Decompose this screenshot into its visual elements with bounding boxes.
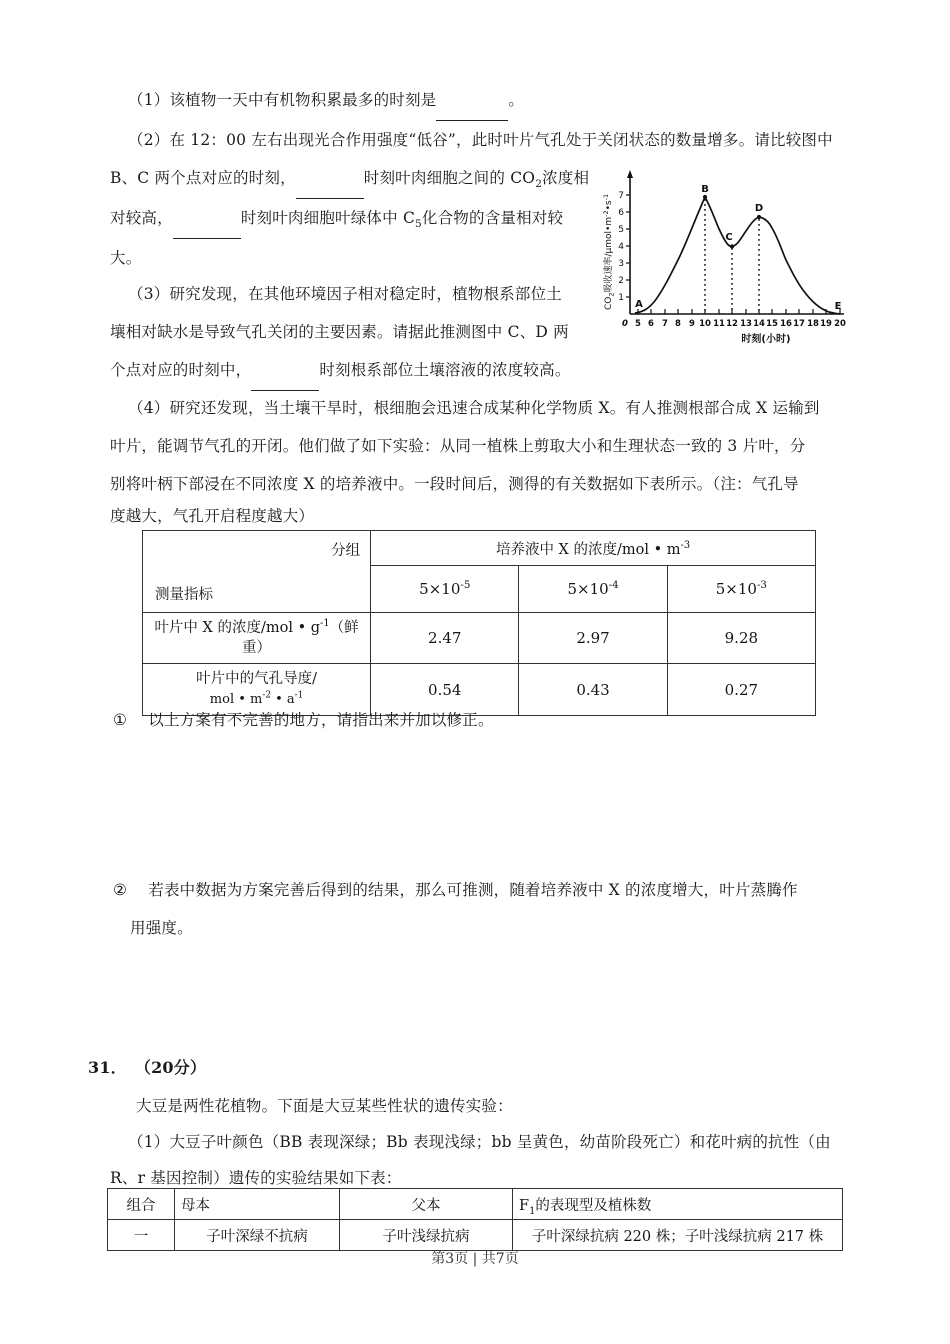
svg-text:14: 14 (753, 319, 765, 329)
item2-line2b-text: 时刻叶肉细胞之间的 CO (363, 169, 536, 187)
item2-line4-text: 大。 (110, 249, 142, 267)
page-footer: 第3页 | 共7页 (431, 1251, 519, 1267)
svg-text:15: 15 (766, 319, 778, 329)
item3-line1-text: （3）研究发现，在其他环境因子相对稳定时，植物根系部位土 (128, 285, 562, 303)
cell-father: 子叶浅绿抗病 (340, 1220, 513, 1251)
f1-base: F (519, 1197, 530, 1214)
table-row (143, 613, 816, 664)
item1-prefix: （1）该植物一天中有机物积累最多的时刻是 (128, 91, 437, 109)
chart-x-axis-label: 时刻(小时) (741, 334, 791, 345)
svg-text:2: 2 (618, 276, 624, 286)
question-30-item-2-line-3 (110, 198, 563, 239)
svg-text:3: 3 (618, 259, 624, 269)
question-30-item-2-line-1 (128, 120, 833, 160)
item4-line3-text: 别将叶柄下部浸在不同浓度 X 的培养液中。一段时间后，测得的有关数据如下表所示。（注：气孔导 (110, 475, 799, 493)
item3-line3a-text: 个点对应的时刻中， (110, 361, 252, 379)
question-30-subitem-2-line-2 (130, 908, 193, 948)
cell-value: 0.27 (667, 664, 815, 716)
svg-text:CO2吸收速率/μmol•m-2•s-1: $CO_2$吸收速率$/\mu mol•m^{-2}•s^{-1}$ (602, 193, 616, 310)
item4-line4-text: 度越大，气孔开启程度越大） (110, 507, 315, 525)
answer-blank[interactable] (251, 350, 319, 391)
row-label-exponent: -1 (320, 618, 330, 630)
question-30-subitem-2-line-1 (113, 870, 798, 910)
svg-text:16: 16 (780, 319, 792, 329)
item2-line2c-text: 浓度相 (542, 169, 590, 187)
chart-point-label-A: A (635, 299, 643, 310)
cell-value: 2.47 (371, 613, 519, 664)
question-31-number: 31． (88, 1058, 127, 1077)
col-header-combination: 组合 (108, 1189, 175, 1220)
svg-text:7: 7 (618, 191, 624, 201)
svg-text:6: 6 (618, 208, 624, 218)
svg-text:7: 7 (662, 319, 668, 329)
svg-text:1: 1 (618, 293, 624, 303)
item3-line3b-text: 时刻根系部位土壤溶液的浓度较高。 (319, 361, 571, 379)
group-header-cell (371, 531, 816, 566)
cell-offspring: 子叶深绿抗病 220 株；子叶浅绿抗病 217 株 (513, 1220, 843, 1251)
row-label-exponent-a: -2 (262, 690, 271, 701)
row-label-exponent-b: -1 (294, 690, 304, 701)
row-label-part2: mol • m (209, 692, 263, 707)
concentration-base: 5×10 (567, 580, 609, 598)
chart-point-label-C: C (725, 232, 733, 243)
f1-rest: 的表现型及植株数 (535, 1197, 652, 1214)
cell-combination: 一 (108, 1220, 175, 1251)
chart-data-curve (635, 197, 840, 314)
c5-subscript: 5 (415, 218, 422, 231)
question-30-subitem-1 (113, 700, 494, 740)
svg-text:13: 13 (740, 319, 752, 329)
group-header-exponent: -3 (680, 539, 691, 551)
cell-value: 2.97 (519, 613, 667, 664)
table-header-row (143, 531, 816, 566)
question-31-item1-line1-text: （1）大豆子叶颜色（BB 表现深绿；Bb 表现浅绿；bb 呈黄色，幼苗阶段死亡）和花叶病的抗性（由 (128, 1133, 831, 1151)
cell-value: 0.54 (371, 664, 519, 716)
subitem-1-marker: ① (113, 711, 128, 729)
concentration-exponent: -5 (460, 580, 471, 591)
table-row (108, 1220, 843, 1251)
svg-text:9: 9 (689, 319, 695, 329)
svg-text:8: 8 (675, 319, 681, 329)
concentration-cell-2 (519, 566, 667, 613)
svg-text:20: 20 (834, 319, 846, 329)
cell-mother: 子叶深绿不抗病 (175, 1220, 340, 1251)
answer-blank[interactable] (296, 158, 364, 199)
concentration-cell-1 (371, 566, 519, 613)
answer-blank[interactable] (436, 80, 508, 121)
svg-text:5: 5 (618, 225, 624, 235)
question-30-item-4-line-2 (110, 426, 805, 466)
subitem-1-text: 以上方案有不完善的地方，请指出来并加以修正。 (148, 711, 494, 729)
chart-point-label-B: B (701, 184, 709, 195)
question-30-item-4-line-1 (128, 388, 820, 428)
row-label-part1: 叶片中 X 的浓度/mol • g (154, 620, 321, 636)
svg-text:4: 4 (618, 242, 624, 252)
row-label-x-concentration (143, 613, 371, 664)
question-30-item-3-line-2 (110, 312, 569, 352)
chart-y-tick-labels (618, 191, 624, 303)
chart-x-tick-labels (622, 319, 846, 329)
chart-annotations (635, 184, 841, 312)
question-31-item-1-line-1 (128, 1122, 831, 1162)
svg-text:6: 6 (648, 319, 654, 329)
measurement-data-table (142, 530, 816, 716)
svg-text:18: 18 (807, 319, 819, 329)
question-31-heading (88, 1048, 206, 1088)
cell-value: 0.43 (519, 664, 667, 716)
co2-absorption-rate-chart (598, 168, 846, 348)
co2-subscript: 2 (535, 178, 543, 191)
svg-text:0: 0 (622, 319, 628, 329)
concentration-exponent: -4 (608, 580, 619, 591)
col-header-father: 父本 (340, 1189, 513, 1220)
question-30-item-2-line-2 (110, 158, 589, 199)
subitem-2-line2-text: 用强度。 (130, 919, 193, 937)
concentration-cell-3 (667, 566, 815, 613)
col-header-mother: 母本 (175, 1189, 340, 1220)
corner-group-label: 分组 (331, 543, 361, 559)
item3-line2-text: 壤相对缺水是导致气孔关闭的主要因素。请据此推测图中 C、D 两 (110, 323, 569, 341)
f1-subscript: 1 (529, 1205, 536, 1217)
col-header-f1-phenotype (513, 1189, 843, 1220)
chart-svg (598, 168, 846, 348)
item4-line1-text: （4）研究还发现，当土壤干旱时，根细胞会迅速合成某种化学物质 X。有人推测根部合成 X 运输到 (128, 399, 820, 417)
item2-line1-text: （2）在 12：00 左右出现光合作用强度“低谷”，此时叶片气孔处于关闭状态的数量增多。请比较图中 (128, 131, 833, 149)
question-30-item-2-line-4 (110, 238, 141, 278)
concentration-base: 5×10 (715, 580, 757, 598)
question-30-item-1 (128, 80, 524, 121)
table-header-row (108, 1189, 843, 1220)
svg-text:19: 19 (820, 319, 832, 329)
row-label-part3: 重） (242, 640, 272, 656)
row-label-part2: （鲜 (329, 620, 359, 636)
question-31-score: （20分） (134, 1058, 207, 1077)
svg-text:5: 5 (635, 319, 641, 329)
answer-blank[interactable] (173, 198, 241, 239)
row-label-part1: 叶片中的气孔导度/ (196, 671, 317, 687)
item2-line3b-text: 时刻叶肉细胞叶绿体中 C (240, 209, 415, 227)
svg-text:11: 11 (713, 319, 725, 329)
item2-line2a-text: B、C 两个点对应的时刻， (110, 169, 296, 187)
chart-point-label-D: D (754, 203, 764, 214)
corner-metric-label: 测量指标 (155, 587, 213, 603)
cell-value: 9.28 (667, 613, 815, 664)
chart-point-label-E: E (834, 301, 842, 312)
concentration-base: 5×10 (419, 580, 461, 598)
svg-text:10: 10 (699, 319, 711, 329)
question-31-intro-text: 大豆是两性花植物。下面是大豆某些性状的遗传实验： (136, 1097, 513, 1115)
question-30-item-3-line-1 (128, 274, 562, 314)
question-30-item-3-line-3 (110, 350, 571, 391)
subitem-2-marker: ② (113, 881, 128, 899)
genetics-cross-table (107, 1188, 843, 1251)
row-label-part3: • a (270, 692, 295, 707)
corner-label-cell (143, 531, 371, 613)
item1-suffix: 。 (508, 91, 525, 109)
question-31-item1-line2-text: R、r 基因控制）遗传的实验结果如下表： (110, 1169, 402, 1187)
item2-line3a-text: 对较高， (110, 209, 173, 227)
chart-y-axis-label (602, 194, 616, 310)
item2-line3c-text: 化合物的含量相对较 (421, 209, 564, 227)
subitem-2-line1-text: 若表中数据为方案完善后得到的结果，那么可推测，随着培养液中 X 的浓度增大，叶片蒸腾作 (148, 881, 798, 899)
group-header-text: 培养液中 X 的浓度/mol • m (495, 541, 681, 558)
item4-line2-text: 叶片，能调节气孔的开闭。他们做了如下实验：从同一植株上剪取大小和生理状态一致的 3 片叶，分 (110, 437, 806, 455)
svg-text:17: 17 (793, 319, 805, 329)
concentration-exponent: -3 (756, 580, 767, 591)
svg-text:12: 12 (726, 319, 738, 329)
question-31-intro (136, 1086, 513, 1126)
